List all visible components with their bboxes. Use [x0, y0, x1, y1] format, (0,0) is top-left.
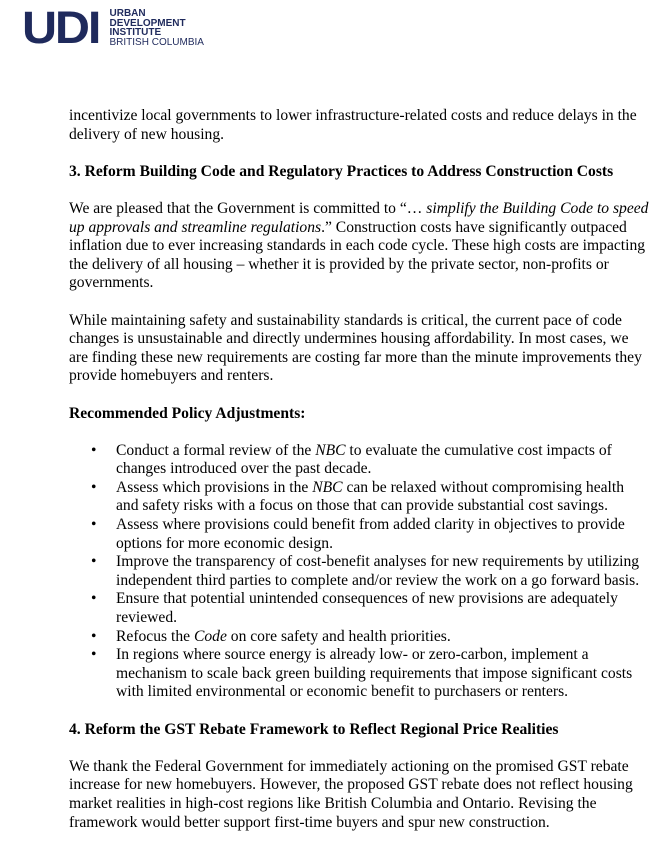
- text-run: can be relaxed without compromising health and safety risks with a focus on those that can provide substantial cost savings.: [116, 478, 625, 515]
- text-run: Improve the transparency of cost-benefit analyses for new requirements by utilizing independent third parties to complete and/or review the work on a go forward basis.: [116, 553, 640, 589]
- policy-list: [69, 442, 649, 702]
- udi-logo: [22, 2, 204, 53]
- list-item: [69, 590, 649, 627]
- section-3-paragraph-1: [69, 200, 649, 293]
- text-run: on core safety and health priorities.: [226, 627, 451, 645]
- logo-text: [110, 9, 204, 47]
- italic-run: NBC: [312, 478, 343, 496]
- list-item: [69, 553, 649, 590]
- logo-line-institute: INSTITUTE: [109, 27, 162, 38]
- text-run: Refocus the: [116, 627, 194, 645]
- text-run: Assess which provisions in the: [116, 478, 313, 496]
- text-run: Conduct a formal review of the: [116, 441, 316, 459]
- list-item: [69, 646, 649, 702]
- italic-run: Code: [193, 627, 227, 645]
- logo-line-development: DEVELOPMENT: [109, 17, 186, 29]
- section-4-paragraph-1: We thank the Federal Government for immediately actioning on the promised GST rebate increase for new homebuyers. However, the proposed GST rebate does not reflect housing market realities in high-cost regions like British Columbia and Ontario. Revising the framework would better support first-time buyers and spur new construction.: [69, 757, 633, 831]
- italic-run: NBC: [315, 441, 346, 459]
- recommended-heading: Recommended Policy Adjustments:: [69, 404, 306, 422]
- text-run: .” Construction costs have significantly outpaced inflation due to ever increasing standards in each code cycle. These high costs are impacting the delivery of all housing – whether it is provided by the private sector, non-profits or governments.: [69, 218, 646, 292]
- logo-line-bc: BRITISH COLUMBIA: [109, 36, 204, 48]
- logo-line-urban: URBAN: [109, 8, 146, 19]
- text-run: Ensure that potential unintended consequences of new provisions are adequately reviewed.: [116, 590, 618, 627]
- list-item: [69, 516, 649, 553]
- list-item: [69, 479, 649, 516]
- quote-italic: simplify the Building Code to speed up approvals and streamline regulations: [69, 199, 649, 236]
- intro-paragraph: incentivize local governments to lower infrastructure-related costs and reduce delays in the delivery of new housing.: [69, 107, 637, 143]
- section-3-heading: 3. Reform Building Code and Regulatory Practices to Address Construction Costs: [69, 162, 614, 180]
- section-3-paragraph-2: While maintaining safety and sustainability standards is critical, the current pace of code changes is unsustainable and directly undermines housing affordability. In most cases, we are finding these new requirements are costing far more than the minute improvements they provide homebuyers and renters.: [69, 311, 642, 385]
- list-item: [69, 442, 649, 479]
- logo-mark: UDI: [22, 2, 100, 53]
- text-run: We are pleased that the Government is committed to “…: [69, 199, 427, 217]
- text-run: In regions where source energy is already low- or zero-carbon, implement a mechanism to scale back green building requirements that impose significant costs with limited environmental or economic benefit to purchasers or renters.: [116, 646, 633, 701]
- text-run: to evaluate the cumulative cost impacts of changes introduced over the past decade.: [116, 441, 612, 478]
- section-4-heading: 4. Reform the GST Rebate Framework to Reflect Regional Price Realities: [69, 720, 559, 738]
- text-run: Assess where provisions could benefit from added clarity in objectives to provide options for more economic design.: [116, 516, 625, 552]
- document-body: [69, 107, 649, 832]
- list-item: [69, 628, 649, 647]
